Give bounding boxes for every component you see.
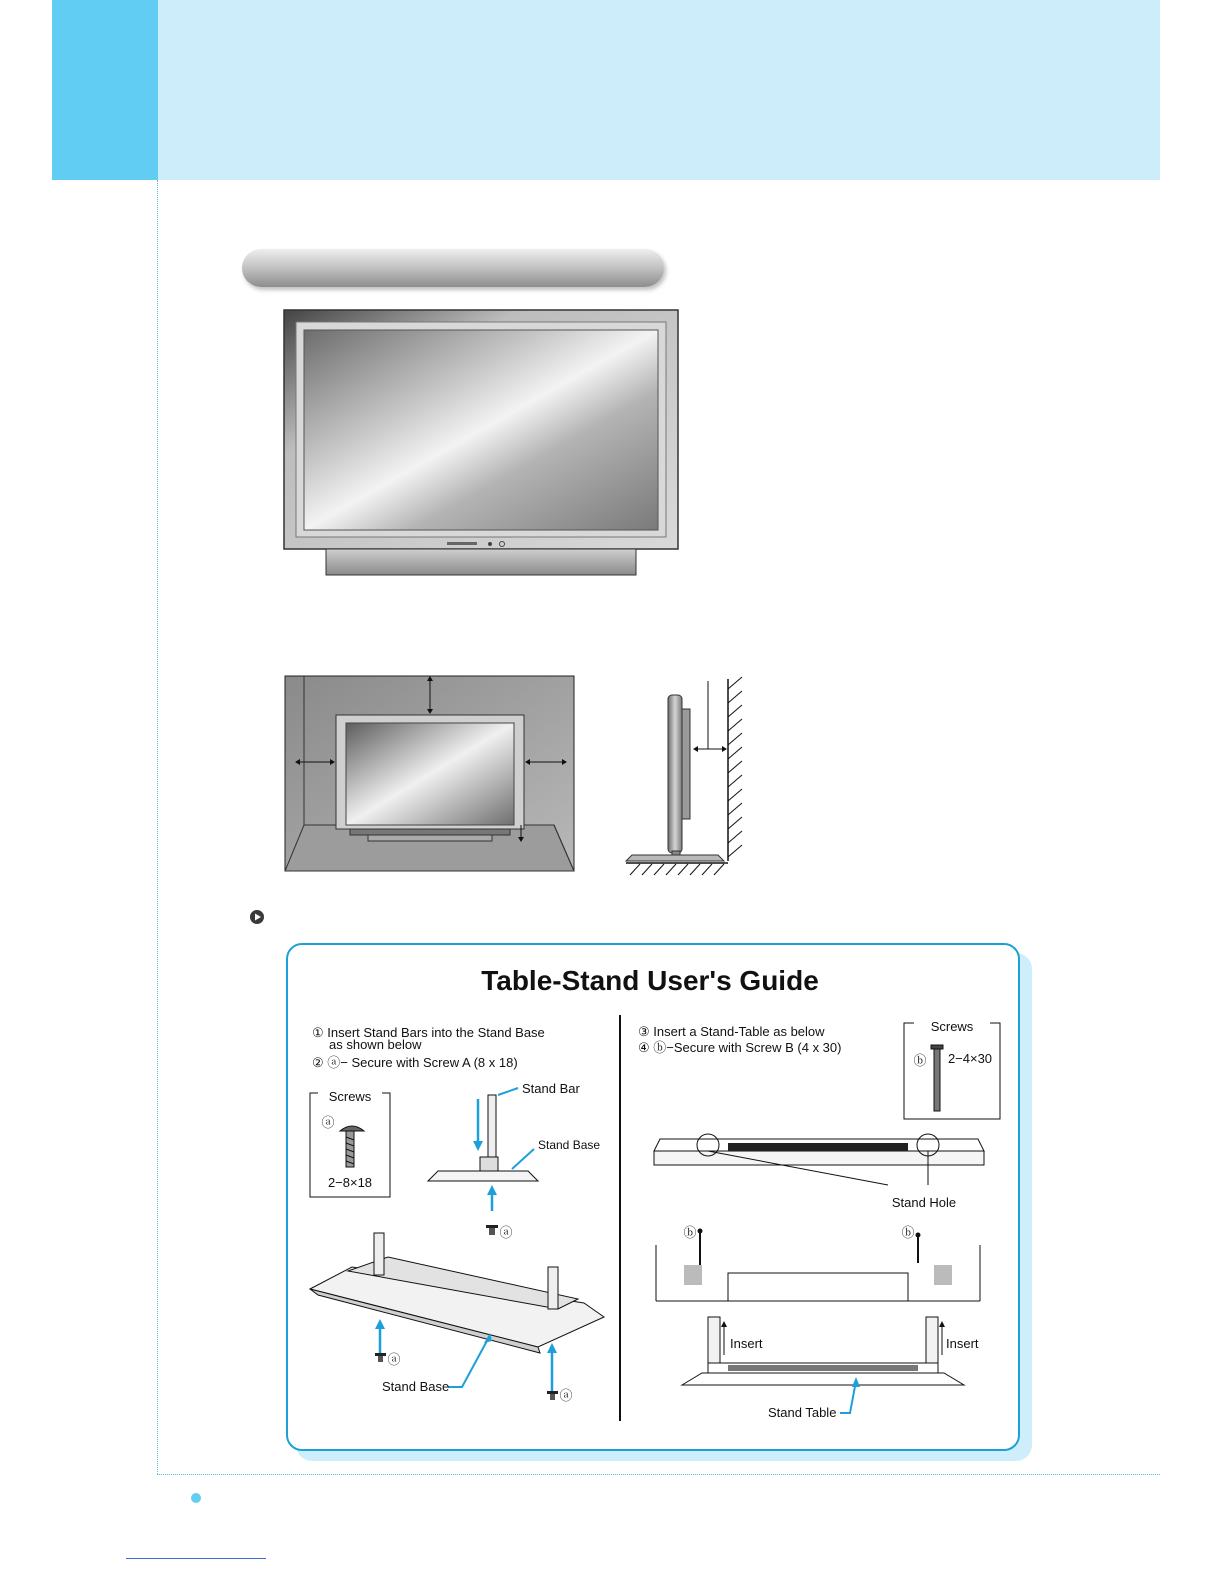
tv-front-illustration [282,308,682,580]
guide-title: Table-Stand User's Guide [481,965,819,996]
screw-b-marker-right: ⓑ [901,1225,915,1240]
stand-table-label: Stand Table [768,1405,837,1420]
page-dot-icon [191,1493,201,1503]
header-tab-block [52,0,158,180]
stand-base-diagram [310,1233,604,1353]
step1-text: ① Insert Stand Bars into the Stand Base [312,1025,545,1040]
screw-a-marker-right: ⓐ [559,1388,573,1403]
insert-right-label: Insert [946,1336,979,1351]
footer-link-underline [126,1558,266,1559]
screw-a-marker: ⓐ [321,1115,335,1130]
table-stand-guide [286,943,1020,1451]
step3-text: ③ Insert a Stand-Table as below [638,1024,825,1039]
bottom-dotted-rule [157,1474,1160,1475]
screw-b-spec: 2−4×30 [947,1051,993,1066]
screws-b-box [904,1023,1000,1119]
stand-bar-diagram [428,1095,538,1235]
tv-side-view-illustration [622,675,746,877]
screw-a-spec: 2−8×18 [327,1175,373,1190]
wall-clearance-illustration [284,675,576,873]
screw-b-marker-left: ⓑ [683,1225,697,1240]
screw-b-marker: ⓑ [913,1053,927,1068]
screws-a-label: Screws [328,1089,372,1104]
play-circle-icon [249,909,265,925]
screw-a-marker-left: ⓐ [387,1352,401,1367]
screw-b-install-diagram [656,1229,980,1302]
stand-bar-callout [498,1088,518,1095]
step2-text: ② ⓐ− Secure with Screw A (8 x 18) [312,1055,518,1070]
stand-base-bottom-label: Stand Base [382,1379,450,1394]
stand-base-top-callout [512,1149,534,1169]
stand-table-diagram [682,1317,964,1385]
stand-base-bottom-callout [448,1339,488,1387]
section-title-pill [242,249,664,287]
left-dotted-rule [157,180,158,1474]
step4-text: ④ ⓑ−Secure with Screw B (4 x 30) [638,1040,842,1055]
stand-base-top-label: Stand Base [538,1138,601,1152]
header-band [158,0,1160,180]
tv-bottom-panel-diagram [654,1134,984,1165]
stand-bar-label: Stand Bar [522,1081,580,1096]
insert-left-label: Insert [730,1336,763,1351]
stand-hole-label: Stand Hole [891,1195,957,1210]
guide-canvas [288,945,1018,1449]
screw-a-marker-top: ⓐ [499,1225,513,1240]
step1-text-cont: as shown below [329,1037,422,1052]
screws-b-label: Screws [930,1019,974,1034]
